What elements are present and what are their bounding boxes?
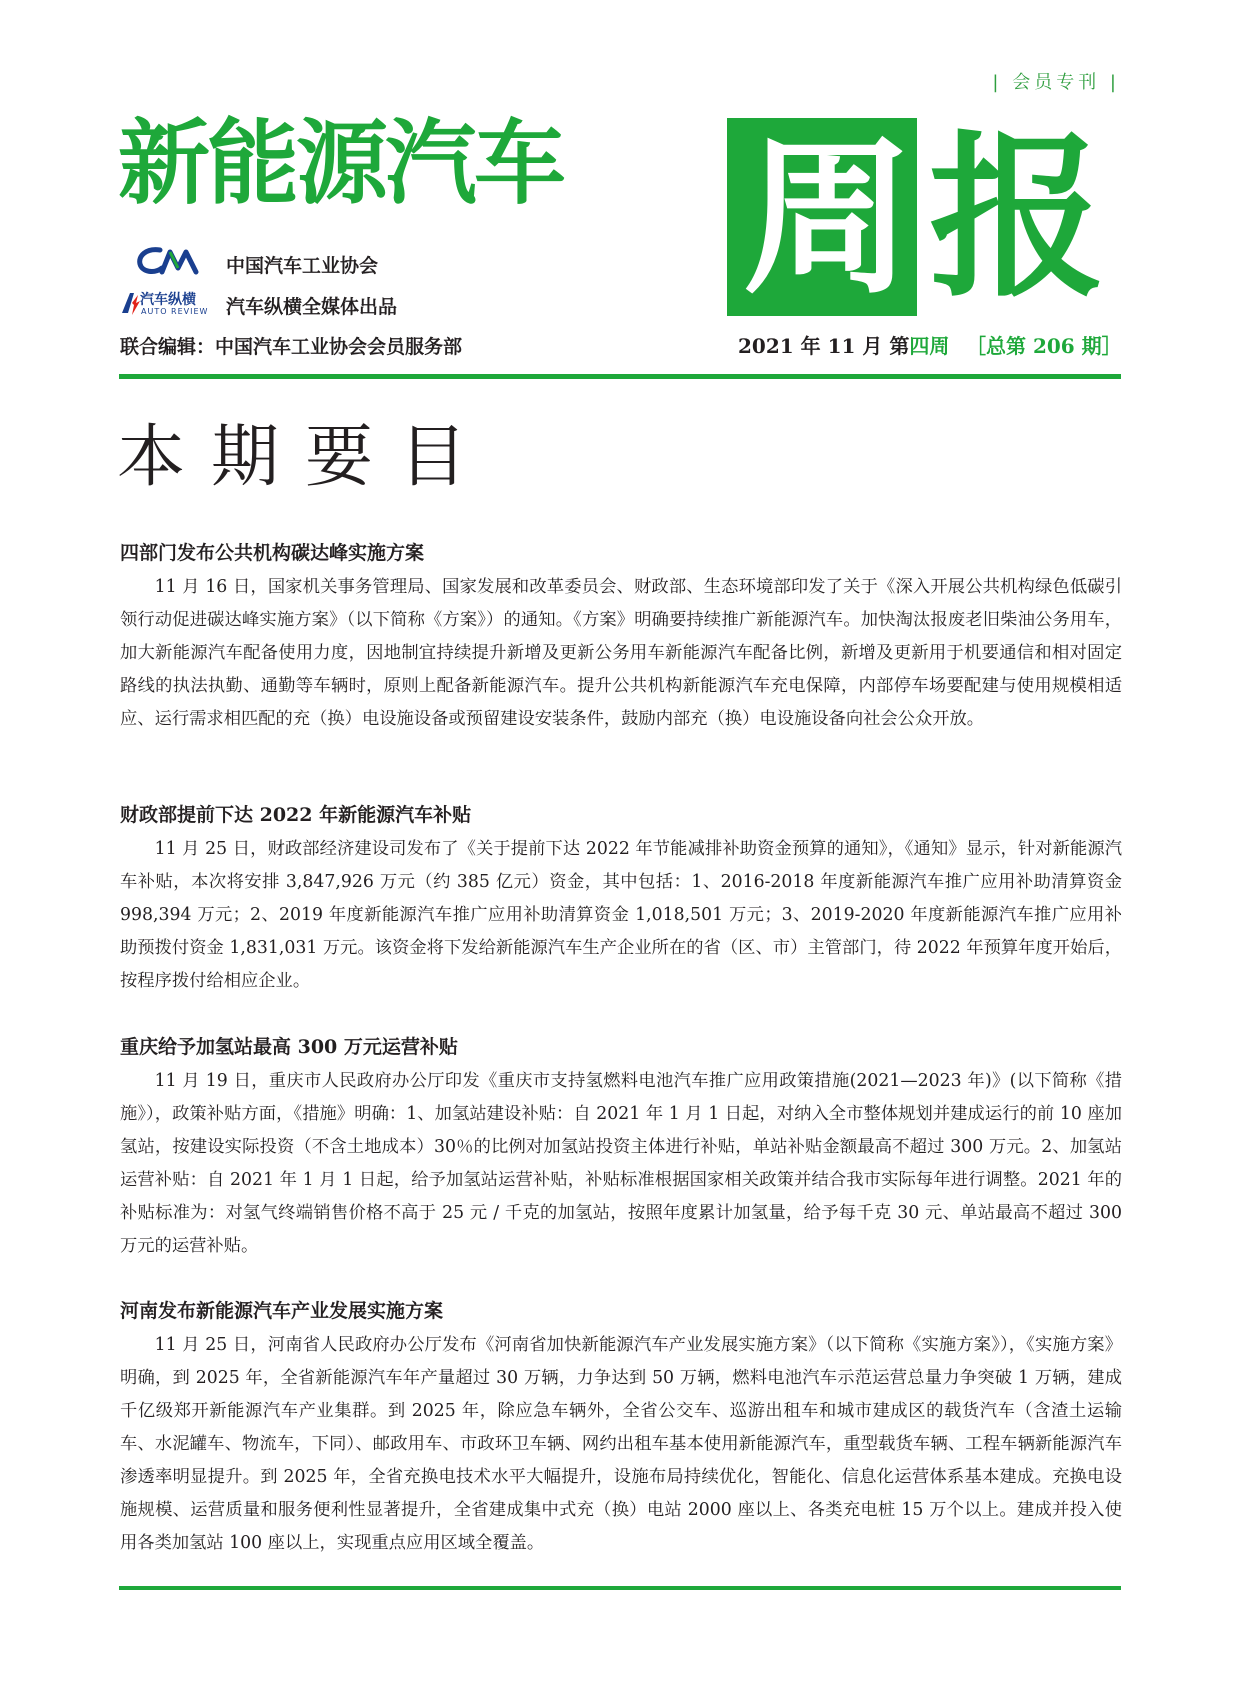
article-body: 11 月 25 日，河南省人民政府办公厅发布《河南省加快新能源汽车产业发展实施方案》（以下简称《实施方案》），《实施方案》明确，到 2025 年，全省新能源汽车年产量超过 30 万辆，力争达到 50 万辆，燃料电池汽车示范运营总量力争突破 1 万辆，建成千亿级郑开新能源汽车产业集群。到 2025 年，除应急车辆外，全省公交车、巡游出租车和城市建成区的载货汽车（含渣土运输车、水泥罐车、物流车，下同）、邮政用车、市政环卫车辆、网约出租车基本使用新能源汽车，重型载货车辆、工程车辆新能源汽车渗透率明显提升。到 2025 年，全省充换电技术水平大幅提升，设施布局持续优化，智能化、信息化运营体系基本建成。充换电设施规模、运营质量和服务便利性显著提升，全省建成集中式充（换）电站 2000 座以上、各类充电桩 15 万个以上。建成并投入使用各类加氢站 100 座以上，实现重点应用区域全覆盖。 <box>120 1335 1122 1553</box>
member-edition-tag: | 会员专刊 | <box>992 72 1120 93</box>
article-title: 重庆给予加氢站最高 300 万元运营补贴 <box>120 1036 458 1058</box>
auto-review-credit: 汽车纵横全媒体出品 <box>226 296 398 318</box>
joint-editor-line: 联合编辑：中国汽车工业协会会员服务部 <box>120 336 463 358</box>
header-divider <box>119 374 1121 379</box>
weekly-title-char-1: 周 <box>742 120 913 318</box>
article-4 <box>120 1296 1122 1560</box>
auto-review-logo-subtext: AUTO REVIEW <box>141 307 209 316</box>
article-title: 河南发布新能源汽车产业发展实施方案 <box>120 1300 444 1322</box>
article-1 <box>120 538 1122 736</box>
article-title: 四部门发布公共机构碳达峰实施方案 <box>120 542 425 564</box>
issue-date-prefix: 2021 年 11 月 第 <box>738 334 910 358</box>
article-body: 11 月 19 日，重庆市人民政府办公厅印发《重庆市支持氢燃料电池汽车推广应用政策措施(2021—2023 年)》(以下简称《措施》），政策补贴方面，《措施》明确：1、加氢站建设补贴：自 2021 年 1 月 1 日起，对纳入全市整体规划并建成运行的前 10 座加氢站，按建设实际投资（不含土地成本）30％的比例对加氢站投资主体进行补贴，单站补贴金额最高不超过 300 万元。2、加氢站运营补贴：自 2021 年 1 月 1 日起，给予加氢站运营补贴，补贴标准根据国家相关政策并结合我市实际每年进行调整。2021 年的补贴标准为：对氢气终端销售价格不高于 25 元 / 千克的加氢站，按照年度累计加氢量，给予每千克 30 元、单站最高不超过 300 万元的运营补贴。 <box>120 1071 1122 1256</box>
article-3 <box>120 1032 1122 1263</box>
section-title: 本期要目 <box>117 418 494 497</box>
article-title: 财政部提前下达 2022 年新能源汽车补贴 <box>120 804 472 826</box>
auto-review-logo-text: 汽车纵横 <box>140 292 196 308</box>
publication-title: 新能源汽车 <box>118 110 564 217</box>
footer-divider <box>119 1586 1121 1590</box>
article-body: 11 月 16 日，国家机关事务管理局、国家发展和改革委员会、财政部、生态环境部印发了关于《深入开展公共机构绿色低碳引领行动促进碳达峰实施方案》（以下简称《方案》）的通知。《方案》明确要持续推广新能源汽车。加快淘汰报废老旧柴油公务用车，加大新能源汽车配备使用力度，因地制宜持续提升新增及更新公务用车新能源汽车配备比例，新增及更新用于机要通信和相对固定路线的执法执勤、通勤等车辆时，原则上配备新能源汽车。提升公共机构新能源汽车充电保障，内部停车场要配建与使用规模相适应、运行需求相匹配的充（换）电设施设备或预留建设安装条件，鼓励内部充（换）电设施设备向社会公众开放。 <box>120 577 1122 729</box>
caam-org-name: 中国汽车工业协会 <box>226 255 379 277</box>
issue-week: 四周 <box>909 334 950 358</box>
weekly-title-char-2: 报 <box>928 116 1105 321</box>
issue-date <box>738 330 949 359</box>
article-body: 11 月 25 日，财政部经济建设司发布了《关于提前下达 2022 年节能减排补助资金预算的通知》，《通知》显示，针对新能源汽车补贴，本次将安排 3,847,926 万元（约 385 亿元）资金，其中包括：1、2016-2018 年度新能源汽车推广应用补助清算资金 998,394 万元；2、2019 年度新能源汽车推广应用补助清算资金 1,018,501 万元；3、2019-2020 年度新能源汽车推广应用补助预拨付资金 1,831,031 万元。该资金将下发给新能源汽车生产企业所在的省（区、市）主管部门，待 2022 年预算年度开始后，按程序拨付给相应企业。 <box>120 839 1122 991</box>
article-2 <box>120 800 1122 998</box>
caam-logo-icon <box>136 246 202 276</box>
issue-number: ［总第 206 期］ <box>966 334 1122 358</box>
